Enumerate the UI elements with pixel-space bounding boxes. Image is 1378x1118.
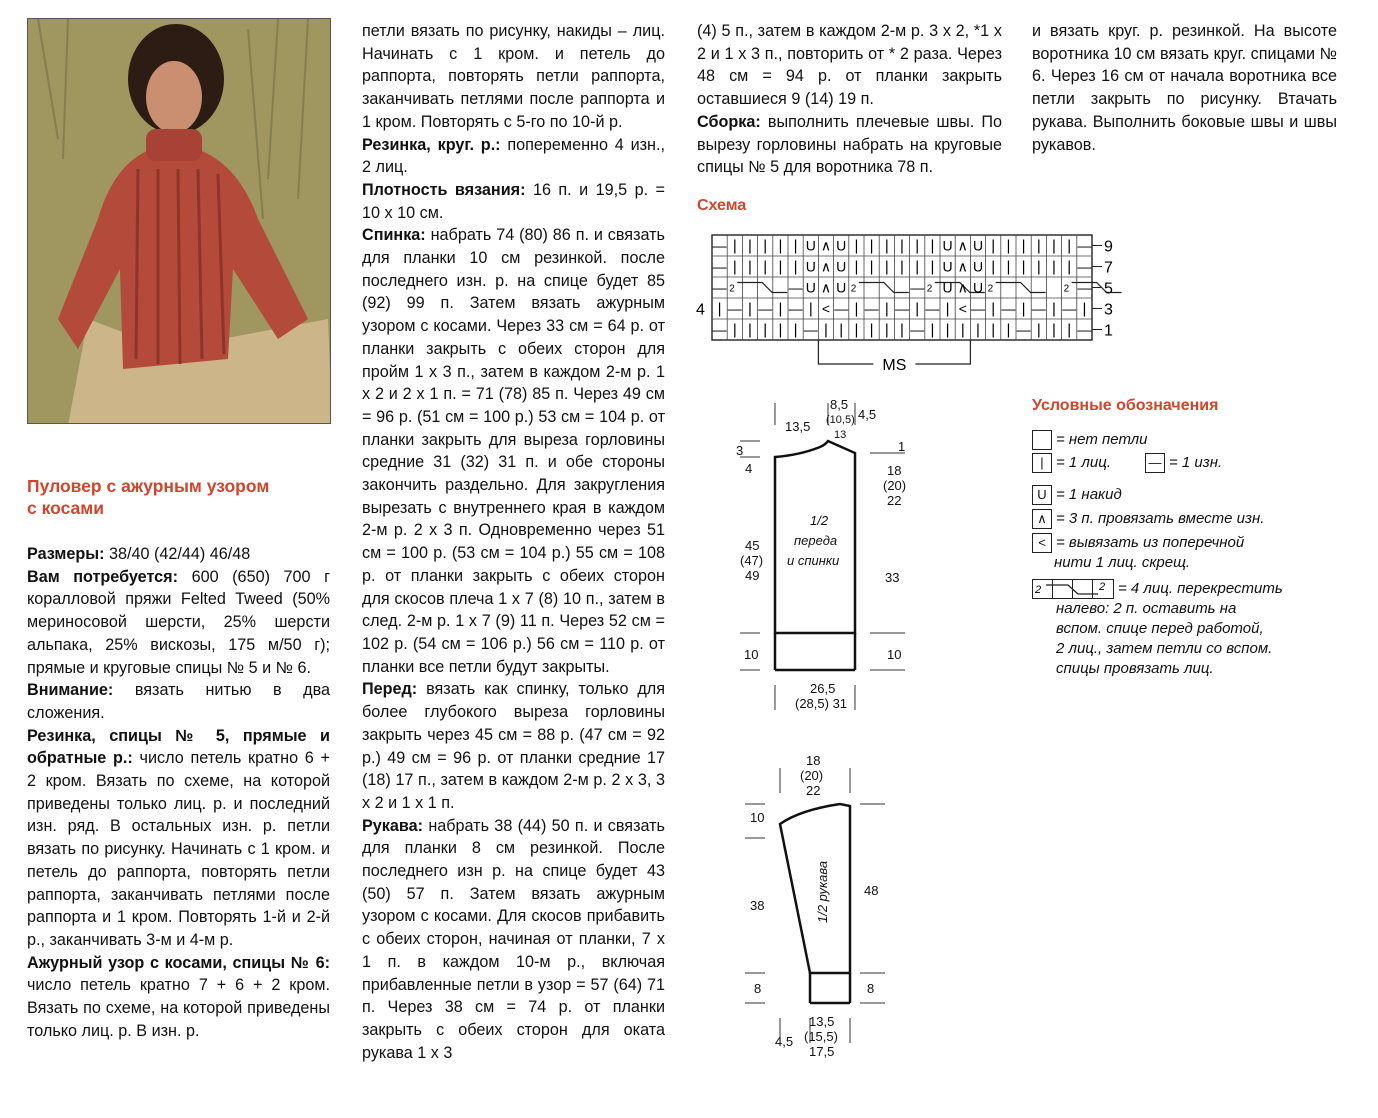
paragraph-heading: Спинка: <box>362 226 426 245</box>
cable-number: 2 <box>850 283 857 295</box>
col3-paragraph <box>697 111 1002 179</box>
chart-stitch-symbol: U <box>805 258 816 275</box>
chart-stitch-symbol: | <box>1006 258 1011 276</box>
chart-stitch-symbol: | <box>1052 237 1056 255</box>
sleeve-top-1: 18 <box>806 753 821 768</box>
chart-stitch-symbol: | <box>854 300 859 318</box>
chart-stitch-symbol: | <box>1067 321 1072 339</box>
paragraph-text: (4) 5 п., затем в каждом 2-м р. 3 х 2, *1 х 2 и 1 х 3 п., повторить от * 2 раза. Через 48 см = 94 р. от планки закрыть оставшиеся 9 (14) 19 п. <box>697 22 1002 109</box>
col1-paragraph <box>27 725 330 952</box>
dim-neck-1: 8,5 <box>830 397 849 412</box>
chart-stitch-symbol: U <box>836 279 847 296</box>
chart-stitch-symbol: — <box>971 300 985 317</box>
chart-stitch-symbol: | <box>915 258 920 276</box>
chart-stitch-symbol: < <box>821 300 831 317</box>
paragraph-text: и вязать круг. р. резинкой. На высоте воротника 10 см вязать круг. спицами № 6. Через 16 см от начала воротника все петли закрыть по рисунку. Втачать рукава. Выполнить боковые швы и швы рукавов. <box>1032 22 1337 154</box>
chart-stitch-symbol: — <box>1077 279 1092 296</box>
body-diagram <box>730 395 920 715</box>
legend-empty: = нет петли <box>1032 430 1332 450</box>
paragraph-text: выполнить плечевые швы. По вырезу горловины набрать на круговые спицы № 5 для воротника 78 п. <box>697 112 1002 177</box>
chart-stitch-symbol: — <box>910 279 925 296</box>
cable-cross-mark <box>996 283 1046 293</box>
chart-row-label: 9 <box>1104 238 1113 256</box>
dim-left-small-bottom: 4 <box>745 461 753 476</box>
chart-stitch-symbol: U <box>805 237 816 254</box>
chart-stitch-symbol: — <box>895 300 909 317</box>
chart-stitch-symbol: | <box>778 321 783 339</box>
chart-stitch-symbol: | <box>915 237 920 255</box>
legend-yo: U = 1 накид <box>1032 485 1332 505</box>
text-column-3 <box>697 20 1002 179</box>
dim-length-1: 45 <box>745 538 760 553</box>
chart-stitch-symbol: — <box>1077 237 1092 254</box>
dim-length-3: 49 <box>745 568 760 583</box>
chart-stitch-symbol: ∧ <box>820 237 832 254</box>
sleeve-bottom-left: 4,5 <box>775 1034 794 1049</box>
chart-stitch-symbol: | <box>945 300 950 318</box>
cable-number: 2 <box>729 283 735 295</box>
col2-paragraph <box>362 815 665 1065</box>
chart-stitch-symbol: — <box>1077 321 1092 338</box>
chart-stitch-symbol: ∧ <box>957 258 968 275</box>
chart-stitch-symbol: | <box>793 321 798 339</box>
paragraph-heading: Резинка, спицы № 5, прямые и обратные р.: <box>27 726 330 768</box>
chart-stitch-symbol: — <box>1016 321 1031 338</box>
dim-neck-2: (10,5) <box>826 414 855 426</box>
chart-stitch-symbol: | <box>900 321 904 339</box>
paragraph-text: 38/40 (42/44) 46/48 <box>104 545 251 563</box>
chart-stitch-symbol: | <box>991 321 996 339</box>
legend-title: Условные обозначения <box>1032 397 1219 414</box>
chart-stitch-symbol: | <box>732 321 737 339</box>
dim-band-left: 10 <box>744 647 759 662</box>
chart-stitch-symbol: U <box>942 279 953 296</box>
chart-stitch-symbol: — <box>712 321 727 338</box>
chart-stitch-symbol: — <box>727 300 742 317</box>
chart-stitch-symbol: | <box>1036 321 1041 339</box>
chart-stitch-symbol: | <box>945 321 950 339</box>
chart-stitch-symbol: | <box>900 237 904 255</box>
chart-stitch-symbol: | <box>1021 237 1026 255</box>
chart-row-label: 5 <box>1104 280 1113 298</box>
repeat-label: MS <box>882 357 907 374</box>
chart-stitch-symbol: — <box>803 321 818 338</box>
chart-stitch-symbol: — <box>788 300 803 317</box>
chart-stitch-symbol: | <box>1082 300 1087 318</box>
legend-m1: < = вывязать из поперечной <box>1032 533 1332 553</box>
chart-stitch-symbol: | <box>793 258 798 276</box>
paragraph-text: число петель кратно 6 + 2 кром. Вязать по схеме, на которой приведены только лиц. р. и последний изн. ряд. В остальных изн. р. петли вязать по рисунку. Начинать с 1 кром. и петель до раппорта, повторять петли раппорта, заканчивать петлями после раппорта и 1 кром. Повторять 1-й и 2-й р., заканчивать 3-м и 4-м р. <box>27 749 330 949</box>
col2-paragraph <box>362 179 665 224</box>
chart-stitch-symbol: | <box>1052 300 1056 318</box>
paragraph-heading: Перед: <box>362 680 418 699</box>
chart-stitch-symbol: | <box>900 258 904 276</box>
chart-stitch-symbol: — <box>834 300 849 317</box>
chart-stitch-symbol: U <box>942 237 953 254</box>
paragraph-heading: Рукава: <box>362 816 424 835</box>
chart-stitch-symbol: — <box>1001 300 1016 317</box>
chart-stitch-symbol: | <box>748 258 752 276</box>
chart-stitch-symbol: | <box>915 300 920 318</box>
chart-stitch-symbol: | <box>732 258 737 276</box>
chart-stitch-symbol: ∧ <box>820 258 832 275</box>
col2-paragraph <box>362 134 665 179</box>
paragraph-text: петли вязать по рисунку, накиды – лиц. Начинать с 1 кром. и петель до раппорта, повторять петли раппорта, заканчивать петлями после раппорта и 1 кром. Повторять с 5-го по 10-й р. <box>362 22 665 131</box>
chart-stitch-symbol: | <box>854 258 859 276</box>
chart-row-label: 3 <box>1104 301 1113 319</box>
sleeve-bottom-2: (15,5) <box>804 1029 838 1044</box>
col1-paragraph <box>27 679 330 724</box>
chart-stitch-symbol: | <box>930 237 935 255</box>
paragraph-heading: Вам потребуется: <box>27 567 179 586</box>
chart-stitch-symbol: | <box>991 258 996 276</box>
chart-stitch-symbol: — <box>712 258 727 275</box>
dim-bottom-1: 26,5 <box>810 681 836 696</box>
paragraph-text: число петель кратно 7 + 6 + 2 кром. Вязать по схеме, на которой приведены только лиц. р. В изн. р. <box>27 976 330 1040</box>
text-column-1 <box>27 543 330 1042</box>
dim-left-small-top: 3 <box>736 443 744 458</box>
cable-cross-mark <box>737 283 787 293</box>
chart-stitch-symbol: | <box>717 300 722 318</box>
chart-stitch-symbol: — <box>1062 300 1077 317</box>
chart-stitch-symbol: | <box>1021 258 1026 276</box>
sleeve-bottom-3: 17,5 <box>809 1044 835 1059</box>
paragraph-text: 600 (650) 700 г коралловой пряжи Felted Tweed (50% мериносовой шерсти, 25% шерсти альпака, 25% вискозы, 175 м/50 г); прямые и круговые спицы № 5 и № 6. <box>27 567 331 677</box>
dim-neck-3: 13 <box>834 429 847 441</box>
chart-stitch-symbol: — <box>758 300 773 317</box>
col3-paragraph <box>697 20 1002 111</box>
paragraph-heading: Резинка, круг. р.: <box>362 135 501 154</box>
col4-paragraph <box>1032 20 1337 156</box>
chart-stitch-symbol: | <box>854 237 859 255</box>
chart-stitch-symbol: | <box>1036 237 1041 255</box>
photo-illustration <box>28 19 331 424</box>
chart-stitch-symbol: ∧ <box>957 237 968 254</box>
paragraph-heading: Ажурный узор с косами, спицы № 6: <box>27 953 330 972</box>
chart-stitch-symbol: | <box>854 321 859 339</box>
chart-stitch-symbol: | <box>1006 321 1011 339</box>
chart-stitch-symbol: | <box>748 237 752 255</box>
make-one-icon: < <box>1032 533 1052 553</box>
chart-stitch-symbol: | <box>778 258 783 276</box>
sleeve-top-3: 22 <box>806 783 821 798</box>
chart-stitch-symbol: | <box>748 321 752 339</box>
purl-stitch-icon: — <box>1145 453 1165 473</box>
dim-armhole-1: 18 <box>887 463 902 478</box>
cable-cross-icon <box>1032 579 1114 599</box>
paragraph-text: набрать 38 (44) 50 п. и связать для планки 8 см резинкой. После последнего изн р. на спице будет 43 (50) 57 п. Затем вязать ажурным узором с косами. Для скосов прибавить с обеих сторон, начиная от планки, 7 х 1 п. в каждом 10-м р., включая прибавленные петли в узор = 57 (64) 71 п. Через 38 см = 74 р. от планки закрыть с обеих сторон для оката рукава 1 х 3 <box>362 816 665 1062</box>
paragraph-text: вязать как спинку, только для более глубокого выреза горловины закрыть через 45 см = 88 р. (47 см = 92 р.) 49 см = 96 р. от планки средние 17 (18) 17 п., затем в каждом 2-м р. 2 х 3, 3 х 2 и 1 х 1 п. <box>362 680 665 812</box>
chart-stitch-symbol: | <box>732 237 737 255</box>
col2-paragraph <box>362 224 665 678</box>
paragraph-heading: Плотность вязания: <box>362 180 526 199</box>
chart-stitch-symbol: < <box>958 300 967 317</box>
chart-stitch-symbol: | <box>869 258 874 276</box>
chart-stitch-symbol: | <box>1036 258 1041 276</box>
chart-stitch-symbol: | <box>976 321 980 339</box>
cable-number: 2 <box>987 283 994 295</box>
chart-stitch-symbol: — <box>910 321 925 338</box>
paragraph-text: попеременно 4 изн., 2 лиц. <box>362 135 665 177</box>
chart-stitch-symbol: — <box>1077 258 1092 275</box>
chart-stitch-symbol: | <box>884 300 889 318</box>
paragraph-heading: Сборка: <box>697 112 761 131</box>
chart-stitch-symbol: — <box>925 300 940 317</box>
sleeve-bottom-1: 13,5 <box>809 1014 835 1029</box>
empty-cell-icon <box>1032 430 1052 450</box>
cable-number-left: 2 <box>1035 584 1042 596</box>
text-column-4 <box>1032 20 1337 156</box>
chart-stitch-symbol: | <box>763 237 768 255</box>
chart-stitch-symbol: | <box>1067 237 1072 255</box>
sleeve-length-left: 38 <box>750 898 765 913</box>
sleeve-label: 1/2 рукава <box>815 860 830 923</box>
chart-stitch-symbol: U <box>972 237 984 254</box>
chart-stitch-symbol: | <box>1006 237 1011 255</box>
dim-right-top: 4,5 <box>858 407 877 422</box>
dim-body-right: 33 <box>885 570 900 585</box>
cable-cross-mark <box>859 283 909 293</box>
dim-bottom-2: (28,5) 31 <box>795 696 848 711</box>
chart-stitch-symbol: — <box>1031 300 1046 317</box>
chart-stitch-symbol: | <box>991 300 996 318</box>
piece-label-3: и спинки <box>787 553 840 568</box>
paragraph-text: вязать нитью в два сложения. <box>27 681 330 722</box>
chart-stitch-symbol: — <box>864 300 879 317</box>
legend: = нет петли | = 1 лиц. — = 1 изн. U = 1 накид ∧ = 3 п. провязать вместе изн. < = вывязать из поперечной нити 1 лиц. скрещ. 2 2 = 4 лиц. перекрестить налево: 2 п. оставить на вспом. спице перед работой, 2 лиц., затем петли со вспом. спицы провязать лиц. <box>1032 430 1332 679</box>
yarn-over-icon: U <box>1032 485 1052 505</box>
dim-shoulder: 13,5 <box>785 419 811 434</box>
dim-band-right: 10 <box>887 647 902 662</box>
chart-row-label-left: 4 <box>696 301 705 319</box>
chart-stitch-symbol: U <box>972 279 984 296</box>
col1-paragraph <box>27 952 330 1043</box>
chart-stitch-symbol: | <box>1067 258 1072 276</box>
sleeve-length-right: 48 <box>864 883 879 898</box>
chart-stitch-symbol: | <box>793 237 798 255</box>
chart-stitch-symbol: ∧ <box>820 279 832 296</box>
chart-stitch-symbol: | <box>778 300 783 318</box>
paragraph-heading: Размеры: <box>27 545 105 563</box>
sleeve-top-2: (20) <box>800 768 824 783</box>
chart-stitch-symbol: U <box>805 279 816 296</box>
chart-stitch-symbol: | <box>869 321 874 339</box>
cable-number: 2 <box>1063 283 1070 295</box>
knitting-chart <box>690 225 1170 390</box>
chart-stitch-symbol: | <box>884 321 889 339</box>
cable-number: 2 <box>926 283 933 295</box>
chart-stitch-symbol: | <box>991 237 996 255</box>
cable-number-right: 2 <box>1099 581 1106 593</box>
chart-stitch-symbol: | <box>869 237 874 255</box>
paragraph-text: 16 п. и 19,5 р. = 10 х 10 см. <box>362 180 665 222</box>
chart-row-label: 7 <box>1104 259 1113 277</box>
chart-stitch-symbol: — <box>788 279 803 296</box>
chart-stitch-symbol: | <box>763 321 768 339</box>
dim-right-small: 1 <box>898 439 906 454</box>
chart-row-label: 1 <box>1104 322 1113 340</box>
sleeve-cuff-right: 8 <box>867 981 875 996</box>
chart-stitch-symbol: | <box>824 321 828 339</box>
schema-title: Схема <box>697 197 747 214</box>
k3tog-icon: ∧ <box>1032 509 1052 529</box>
model-photo <box>27 18 331 424</box>
chart-stitch-symbol: | <box>884 258 889 276</box>
chart-stitch-symbol: | <box>930 321 935 339</box>
legend-k3tog: ∧ = 3 п. провязать вместе изн. <box>1032 509 1332 529</box>
chart-stitch-symbol: | <box>1052 321 1056 339</box>
dim-length-2: (47) <box>740 553 764 568</box>
chart-stitch-symbol: | <box>930 258 935 276</box>
legend-knit-purl: | = 1 лиц. — = 1 изн. <box>1032 453 1332 473</box>
chart-stitch-symbol: | <box>763 258 768 276</box>
text-column-2 <box>362 20 665 1064</box>
chart-stitch-symbol: U <box>836 258 847 275</box>
paragraph-heading: Внимание: <box>27 681 114 700</box>
dim-armhole-3: 22 <box>887 493 902 508</box>
col2-paragraph <box>362 20 665 134</box>
chart-stitch-symbol: U <box>836 237 847 254</box>
chart-stitch-symbol: | <box>884 237 889 255</box>
sleeve-diagram <box>740 748 890 1068</box>
legend-cable: 2 2 = 4 лиц. перекрестить <box>1032 579 1332 599</box>
article-title: Пуловер с ажурным узором с косами <box>27 476 270 518</box>
col1-paragraph <box>27 566 330 680</box>
paragraph-text: набрать 74 (80) 86 п. и связать для планки 10 см резинкой. после последнего изн. р. на спице будет 85 (92) 99 п. Затем вязать ажурным узором с косами. Через 33 см = 64 р. от планки закрыть с обеих сторон для пройм 1 х 3 п., затем в каждом 2-м р. 1 х 2 и 2 х 1 п. = 71 (78) 85 п. Через 49 см = 96 р. (51 см = 100 р.) 53 см = 104 р. от планки закрыть для выреза горловины средние 31 (32) 31 п. и обе стороны закончить раздельно. Для закругления вырезать с внутреннего края в каждом 2-м р. 2 х 3 п. Одновременно через 51 см = 100 р. (53 см = 104 р.) 55 см = 108 р. от планки закрыть с обеих сторон для скосов плеча 1 х 7 (8) 10 п., затем в след. 2-м р. 1 х 7 (9) 11 п. Через 52 см = 102 р. (54 см = 106 р.) 56 см = 110 р. от планки все петли будут закрыты. <box>362 226 665 676</box>
chart-stitch-symbol: — <box>712 279 727 296</box>
dim-armhole-2: (20) <box>883 478 907 493</box>
chart-stitch-symbol: | <box>748 300 752 318</box>
chart-stitch-symbol: | <box>960 321 965 339</box>
chart-stitch-symbol: ∧ <box>957 279 968 296</box>
sleeve-cap: 10 <box>750 810 765 825</box>
chart-stitch-symbol: U <box>972 258 984 275</box>
sleeve-cuff-left: 8 <box>754 981 762 996</box>
chart-stitch-symbol: | <box>1052 258 1056 276</box>
knit-stitch-icon: | <box>1032 453 1052 473</box>
col1-paragraph <box>27 543 330 566</box>
piece-label-1: 1/2 <box>810 513 829 528</box>
chart-stitch-symbol: | <box>778 237 783 255</box>
chart-stitch-symbol: — <box>712 237 727 254</box>
chart-stitch-symbol: | <box>1021 300 1026 318</box>
col2-paragraph <box>362 678 665 814</box>
chart-stitch-symbol: | <box>839 321 844 339</box>
piece-label-2: переда <box>794 533 838 548</box>
chart-stitch-symbol: U <box>942 258 953 275</box>
chart-stitch-symbol: | <box>808 300 813 318</box>
